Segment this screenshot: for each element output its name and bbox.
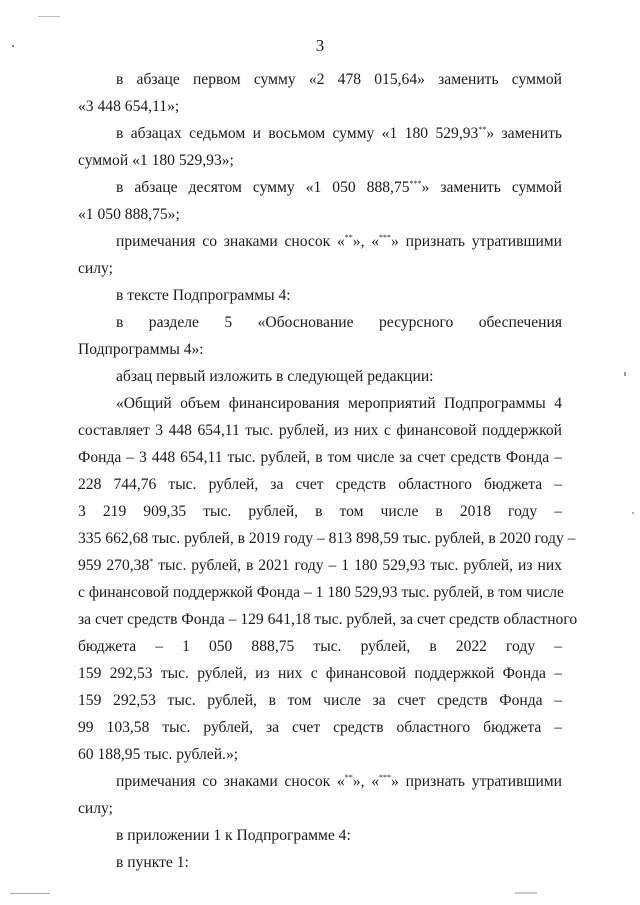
text-run: Фонда – 3 448 654,11 тыс. рублей, в том числе за счет средств Фонда – [78,449,562,466]
text-run: 3 219 909,35 тыс. рублей, в том числе в 2018 году – [78,503,562,520]
text-run: силу; [78,800,113,817]
text-run: » заменить суммой [421,179,562,196]
text-line [78,745,562,765]
text-line [78,637,562,657]
text-line [78,205,562,225]
text-line [116,313,562,333]
scan-speck [10,893,50,894]
footnote-mark: * [149,557,154,566]
text-run: «3 448 654,11»; [78,98,180,115]
text-line [116,826,562,846]
text-line [78,151,562,171]
text-line [116,394,562,414]
text-line [116,367,562,387]
text-line [78,556,562,576]
text-run: примечания со знаками сносок « [116,233,345,250]
text-run: 959 270,38 [78,557,150,574]
footnote-mark: *** [379,773,392,782]
text-run: Подпрограммы 4»: [78,341,204,358]
text-run: 335 662,68 тыс. рублей, в 2019 году – 813 898,59 тыс. рублей, в 2020 году – [78,530,576,547]
text-run: силу; [78,260,113,277]
text-line [78,529,576,549]
text-line [78,340,562,360]
footnote-mark: ** [344,233,353,242]
footnote-mark: *** [409,179,422,188]
text-run: в разделе 5 «Обоснование ресурсного обеспечения [116,314,562,331]
footnote-mark: ** [478,125,487,134]
text-line [116,124,562,144]
text-run: в пункте 1: [116,854,189,871]
text-run: 99 103,58 тыс. рублей, за счет средств областного бюджета – [78,719,562,736]
scan-speck [12,45,14,47]
scan-speck [624,372,626,376]
text-run: с финансовой поддержкой Фонда – 1 180 529,93 тыс. рублей, в том числе [78,584,564,601]
text-run: составляет 3 448 654,11 тыс. рублей, из них с финансовой поддержкой [78,422,562,439]
text-line [78,799,562,819]
text-line [78,583,562,603]
text-run: в приложении 1 к Подпрограмме 4: [116,827,351,844]
text-run: », « [352,773,380,790]
footnote-mark: ** [344,773,353,782]
text-run: абзац первый изложить в следующей редакции: [116,368,434,385]
text-line [78,475,562,495]
text-line [78,664,562,684]
text-line [78,691,562,711]
text-run: в абзаце десятом сумму «1 050 888,75 [116,179,410,196]
text-line [116,232,562,252]
text-line [116,286,562,306]
text-run: 228 744,76 тыс. рублей, за счет средств областного бюджета – [78,476,562,493]
text-run: в абзацах седьмом и восьмом сумму «1 180 529,93 [116,125,479,142]
text-line [116,70,562,90]
text-line [116,772,562,792]
text-run: » признать утратившими [391,233,563,250]
text-line [116,178,562,198]
text-line [78,421,562,441]
page-number: 3 [315,36,325,55]
text-run: » заменить [486,125,562,142]
scan-speck [515,892,537,894]
text-run: суммой «1 180 529,93»; [78,152,234,169]
text-line [78,718,562,738]
text-run: бюджета – 1 050 888,75 тыс. рублей, в 2022 году – [78,638,562,655]
text-run: 60 188,95 тыс. рублей.»; [78,746,239,763]
text-line [78,259,562,279]
text-run: тыс. рублей, в 2021 году – 1 180 529,93 тыс. рублей, из них [153,557,562,574]
text-run: примечания со знаками сносок « [116,773,345,790]
scan-speck [38,16,60,17]
text-run: » признать утратившими [391,773,563,790]
text-run: 159 292,53 тыс. рублей, в том числе за счет средств Фонда – [78,692,562,709]
text-line [78,448,562,468]
text-run: в абзаце первом сумму «2 478 015,64» заменить суммой [116,71,562,88]
footnote-mark: *** [379,233,392,242]
scan-speck [632,512,634,514]
text-run: «1 050 888,75»; [78,206,180,223]
text-run: «Общий объем финансирования мероприятий Подпрограммы 4 [116,395,562,412]
text-run: 159 292,53 тыс. рублей, из них с финансовой поддержкой Фонда – [78,665,562,682]
text-line [78,610,578,630]
text-line [116,853,562,873]
text-line [78,97,562,117]
text-run: в тексте Подпрограммы 4: [116,287,291,304]
text-run: », « [352,233,380,250]
text-line [78,502,562,522]
text-run: за счет средств Фонда – 129 641,18 тыс. рублей, за счет средств областного [78,611,578,628]
